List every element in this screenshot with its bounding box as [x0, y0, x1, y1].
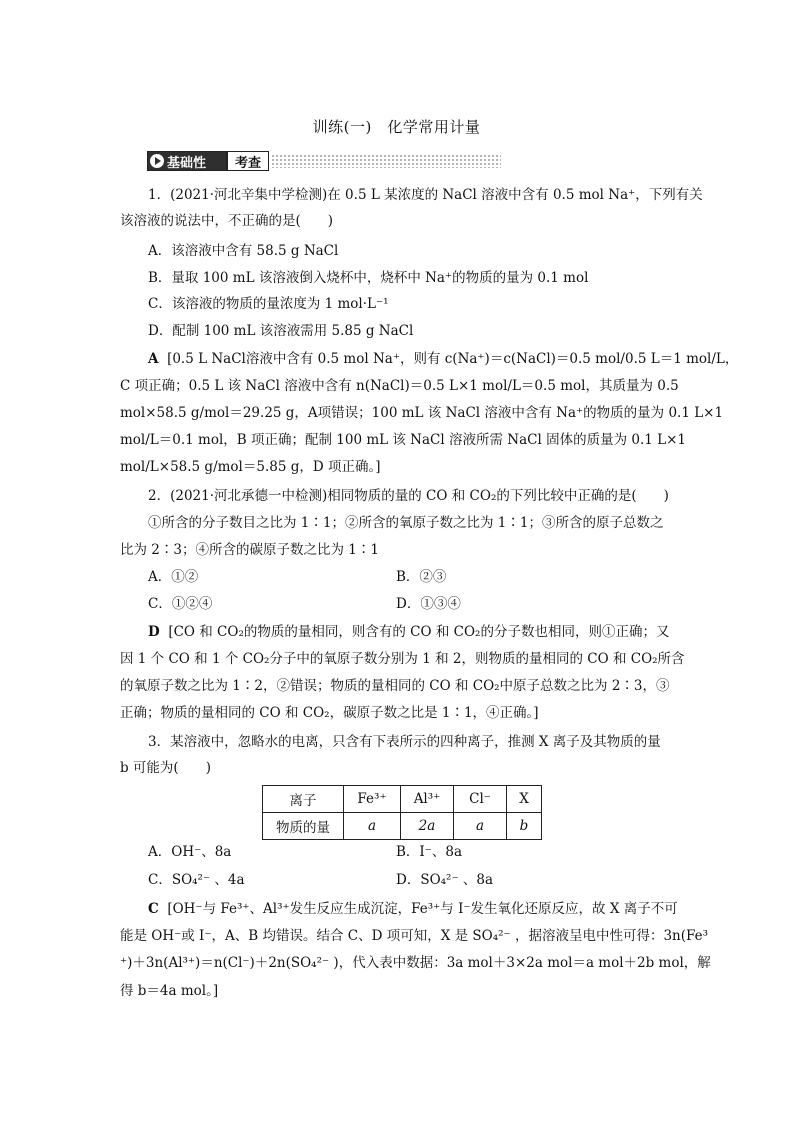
q3-stem-line2: b 可能为( ) — [120, 760, 211, 776]
q2-explanation-line1 — [148, 622, 708, 642]
ion-table — [262, 785, 542, 840]
table-row — [263, 813, 542, 840]
section-tag-exam: 考查 — [227, 151, 269, 171]
page-title: 训练(一) 化学常用计量 — [312, 118, 481, 136]
dotted-divider — [271, 154, 501, 168]
q1-option-a: A．该溶液中含有 58.5 g NaCl — [148, 243, 339, 259]
q3-explanation-line3: ⁺)＋3n(Al³⁺)＝n(Cl⁻)＋2n(SO₄²⁻ )，代入表中数据：3a mol＋3×2a mol＝a mol＋2b mol，解 — [120, 955, 711, 971]
q1-exp-text1: [0.5 L NaCl溶液中含有 0.5 mol Na⁺，则有 c(Na⁺)＝c(NaCl)＝0.5 mol/0.5 L＝1 mol/L， — [167, 351, 739, 367]
table-cell: Cl⁻ — [454, 786, 507, 813]
q1-option-c: C．该溶液的物质的量浓度为 1 mol·L⁻¹ — [148, 296, 389, 312]
q1-explanation-line3: mol×58.5 g/mol＝29.25 g，A项错误；100 mL 该 NaCl 溶液中含有 Na⁺的物质的量为 0.1 L×1 — [120, 405, 724, 421]
q3-exp-text1: [OH⁻与 Fe³⁺、Al³⁺发生反应生成沉淀，Fe³⁺与 I⁻发生氧化还原反应，故 X 离子不可 — [167, 901, 678, 917]
table-value: a — [475, 818, 485, 834]
q2-option-b: B．②③ — [396, 569, 447, 585]
q3-explanation-line4: 得 b＝4a mol。] — [120, 983, 219, 999]
table-value: b — [519, 818, 529, 834]
table-cell: X — [507, 786, 542, 813]
table-cell: Al³⁺ — [401, 786, 454, 813]
q2-option-d: D．①③④ — [396, 596, 461, 612]
q3-answer: C — [148, 901, 159, 917]
section-header — [147, 151, 647, 173]
q2-explanation-line2: 因 1 个 CO 和 1 个 CO₂分子中的氧原子数分别为 1 和 2，则物质的量相同的 CO 和 CO₂所含 — [120, 651, 685, 667]
q1-stem-line2: 该溶液的说法中，不正确的是( ) — [120, 213, 334, 229]
q2-option-a: A．①② — [148, 569, 199, 585]
q2-stem-line1: 2．(2021·河北承德一中检测)相同物质的量的 CO 和 CO₂的下列比较中正确的是( ) — [148, 488, 669, 504]
q3-stem-line1: 3．某溶液中，忽略水的电离，只含有下表所示的四种离子，推测 X 离子及其物质的量 — [148, 734, 661, 750]
q2-answer: D — [148, 624, 160, 640]
q1-stem-line1: 1．(2021·河北辛集中学检测)在 0.5 L 某浓度的 NaCl 溶液中含有 0.5 mol Na⁺，下列有关 — [148, 187, 703, 203]
table-value: a — [367, 818, 377, 834]
section-tag-basic — [147, 151, 227, 171]
q1-answer: A — [148, 351, 159, 367]
q3-option-d: D．SO₄²⁻ 、8a — [396, 872, 494, 888]
table-cell: 离子 — [263, 786, 344, 813]
table-cell: Fe³⁺ — [344, 786, 401, 813]
q2-exp-text1: [CO 和 CO₂的物质的量相同，则含有的 CO 和 CO₂的分子数也相同，则①正确；又 — [168, 624, 670, 640]
q1-explanation-line4: mol/L＝0.1 mol，B 项正确；配制 100 mL 该 NaCl 溶液所需 NaCl 固体的质量为 0.1 L×1 — [120, 432, 686, 448]
q1-explanation-line2: C 项正确；0.5 L 该 NaCl 溶液中含有 n(NaCl)＝0.5 L×1 mol/L＝0.5 mol，其质量为 0.5 — [120, 378, 679, 394]
play-icon — [150, 154, 164, 168]
q3-option-c: C．SO₄²⁻ 、4a — [148, 872, 245, 888]
q3-explanation-line2: 能是 OH⁻或 I⁻，A、B 均错误。结合 C、D 项可知，X 是 SO₄²⁻ ，据溶液呈电中性可得：3n(Fe³ — [120, 928, 709, 944]
q3-option-b: B．I⁻、8a — [396, 844, 463, 860]
table-cell: 物质的量 — [263, 813, 344, 840]
table-row — [263, 786, 542, 813]
q3-option-a: A．OH⁻、8a — [148, 844, 232, 860]
q2-explanation-line3: 的氧原子数之比为 1∶2，②错误；物质的量相同的 CO 和 CO₂中原子总数之比为 2∶3，③ — [120, 678, 670, 694]
q3-explanation-line1 — [148, 899, 708, 919]
table-cell — [401, 813, 454, 840]
table-cell — [454, 813, 507, 840]
table-value: 2a — [418, 818, 436, 834]
q1-explanation-line5: mol/L×58.5 g/mol＝5.85 g，D 项正确。] — [120, 459, 381, 475]
q2-option-c: C．①②④ — [148, 596, 213, 612]
q1-option-b: B．量取 100 mL 该溶液倒入烧杯中，烧杯中 Na⁺的物质的量为 0.1 mol — [148, 270, 589, 286]
q1-option-d: D．配制 100 mL 该溶液需用 5.85 g NaCl — [148, 323, 414, 339]
table-cell — [507, 813, 542, 840]
section-tag-label: 基础性 — [167, 155, 207, 171]
q2-explanation-line4: 正确；物质的量相同的 CO 和 CO₂，碳原子数之比是 1∶1，④正确。] — [120, 705, 539, 721]
table-cell — [344, 813, 401, 840]
q2-stem-line3: 比为 2∶3；④所含的碳原子数之比为 1∶1 — [120, 542, 379, 558]
q1-explanation-line1 — [148, 349, 739, 369]
q2-stem-line2: ①所含的分子数目之比为 1∶1；②所含的氧原子数之比为 1∶1；③所含的原子总数之 — [148, 515, 664, 531]
